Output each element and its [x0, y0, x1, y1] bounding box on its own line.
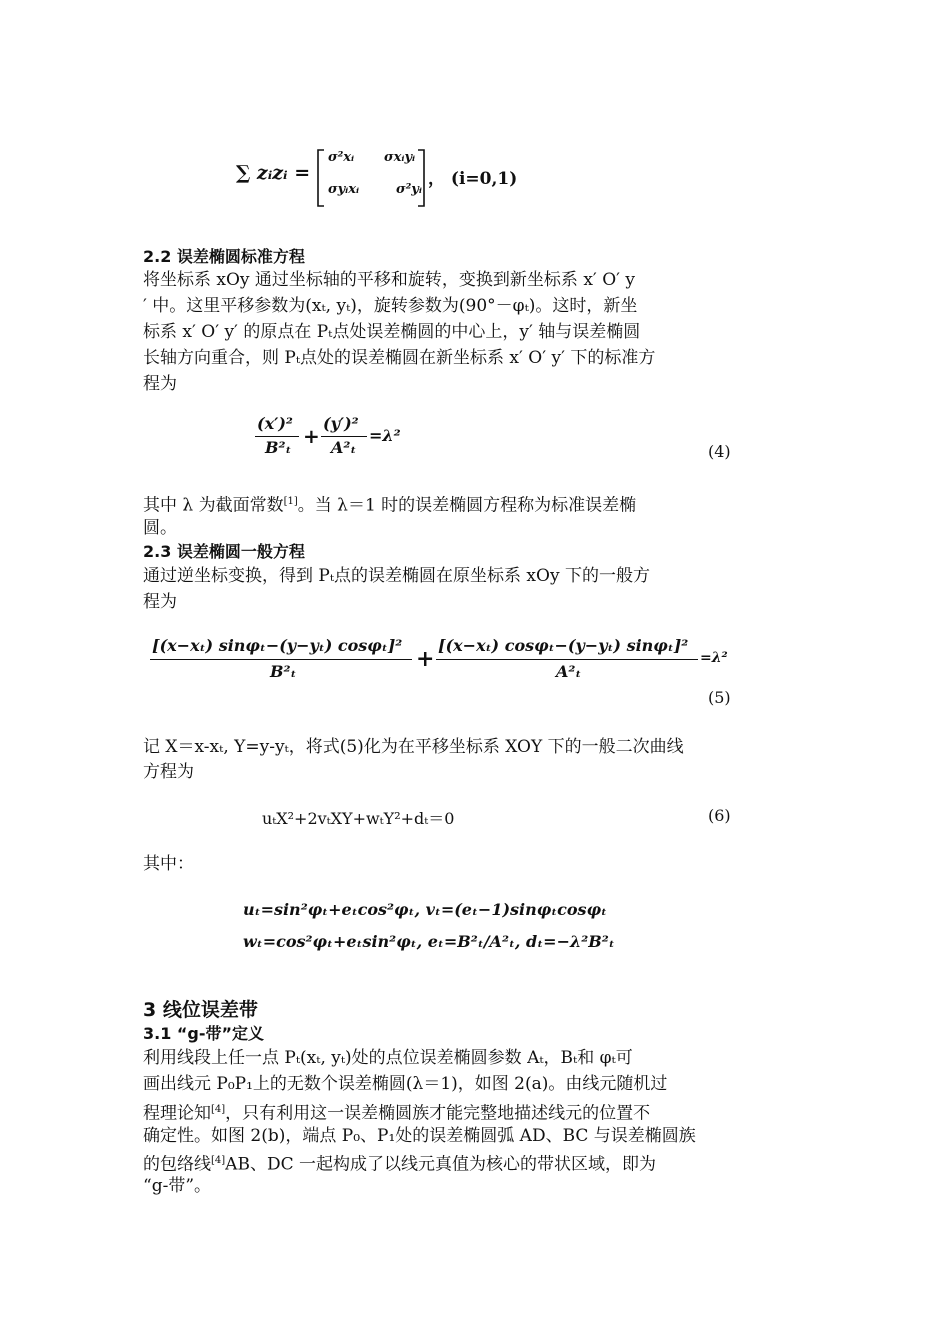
paragraph-line: 长轴方向重合，则 Pₜ点处的误差椭圆在新坐标系 x′ O′ y′ 下的标准方	[143, 348, 656, 368]
cov-lhs: ∑ zᵢzᵢ =	[236, 162, 311, 184]
paragraph-line: 确定性。如图 2(b)，端点 P₀、P₁处的误差椭圆弧 AD、BC 与误差椭圆族	[143, 1126, 696, 1146]
citation-4: [4]	[211, 1104, 226, 1115]
s31-text-c: 的包络线	[143, 1154, 211, 1175]
paragraph-line	[143, 490, 636, 518]
eq5-num1: [(x−xₜ) sinφₜ−(y−yₜ) cosφₜ]²	[152, 636, 403, 655]
equation-6-number: (6)	[708, 806, 731, 825]
matrix-m12: σxᵢyᵢ	[384, 150, 416, 165]
matrix-m11: σ²xᵢ	[328, 150, 355, 165]
citation-4b: [4]	[211, 1155, 226, 1166]
paragraph-line: 画出线元 P₀P₁上的无数个误差椭圆(λ＝1)，如图 2(a)。由线元随机过	[143, 1074, 668, 1094]
section-2-2-heading: 2.2 误差椭圆标准方程	[143, 247, 305, 266]
equation-5	[150, 636, 750, 690]
paragraph-line: 圆。	[143, 518, 177, 538]
eq5-den2: A²ₜ	[556, 662, 582, 681]
eq4-den1: B²ₜ	[265, 438, 292, 457]
coefficients-line-2: wₜ=cos²φₜ+eₜsin²φₜ, eₜ=B²ₜ/A²ₜ, dₜ=−λ²B²ₜ	[243, 932, 615, 951]
covariance-equation	[236, 146, 556, 210]
eq5-rhs: =λ²	[700, 650, 728, 666]
eq4-rhs: =λ²	[369, 426, 401, 445]
eq5-plus: +	[416, 646, 435, 672]
matrix-m22: σ²yᵢ	[396, 182, 422, 197]
citation-1: [1]	[283, 496, 298, 507]
paragraph-line: 程为	[143, 592, 177, 612]
eq4-den2: A²ₜ	[331, 438, 357, 457]
eq4-num1: (x′)²	[257, 414, 293, 433]
s31-text-d: AB、DC 一起构成了以线元真值为核心的带状区域，即为	[225, 1154, 656, 1175]
paragraph-line: 程为	[143, 374, 177, 394]
equation-6: uₜX²+2vₜXY+wₜY²+dₜ＝0	[262, 809, 455, 828]
equation-4-number: (4)	[708, 442, 731, 461]
after4-text-b: 。当 λ＝1 时的误差椭圆方程称为标准误差椭	[297, 495, 637, 516]
paragraph-line	[143, 1149, 656, 1177]
cov-condition: ， (i=0,1)	[428, 169, 518, 189]
section-3-heading: 3 线位误差带	[143, 999, 258, 1021]
eq4-plus: +	[303, 424, 320, 448]
eq4-num2: (y′)²	[323, 414, 359, 433]
section-3-1-heading: 3.1 “g-带”定义	[143, 1024, 265, 1043]
eq5-den1: B²ₜ	[270, 662, 297, 681]
matrix-m21: σyᵢxᵢ	[328, 182, 360, 197]
paragraph-line: ′ 中。这里平移参数为(xₜ, yₜ)，旋转参数为(90°－φₜ)。这时，新坐	[143, 296, 638, 316]
paragraph-line: 利用线段上任一点 Pₜ(xₜ, yₜ)处的点位误差椭圆参数 Aₜ，Bₜ和 φₜ可	[143, 1048, 633, 1068]
s31-text-a: 程理论知	[143, 1103, 211, 1124]
paragraph-line: “g-带”。	[143, 1176, 212, 1196]
equation-5-number: (5)	[708, 688, 731, 707]
section-2-3-heading: 2.3 误差椭圆一般方程	[143, 542, 305, 561]
paragraph-line: 通过逆坐标变换，得到 Pₜ点的误差椭圆在原坐标系 xOy 下的一般方	[143, 566, 650, 586]
paragraph-line	[143, 1098, 650, 1126]
paragraph-line: 将坐标系 xOy 通过坐标轴的平移和旋转，变换到新坐标系 x′ O′ y	[143, 270, 635, 290]
s31-text-b: ，只有利用这一误差椭圆族才能完整地描述线元的位置不	[225, 1103, 651, 1124]
paragraph-line: 标系 x′ O′ y′ 的原点在 Pₜ点处误差椭圆的中心上，y′ 轴与误差椭圆	[143, 322, 641, 342]
coefficients-line-1: uₜ=sin²φₜ+eₜcos²φₜ, vₜ=(eₜ−1)sinφₜcosφₜ	[243, 900, 607, 919]
paragraph-line: 方程为	[143, 762, 194, 782]
eq5-num2: [(x−xₜ) cosφₜ−(y−yₜ) sinφₜ]²	[438, 636, 689, 655]
paragraph-line: 记 X＝x-xₜ, Y=y-yₜ，将式(5)化为在平移坐标系 XOY 下的一般二次曲线	[143, 737, 684, 757]
where-label: 其中：	[143, 854, 194, 874]
after4-text-a: 其中 λ 为截面常数	[143, 495, 284, 516]
equation-4	[255, 414, 435, 464]
